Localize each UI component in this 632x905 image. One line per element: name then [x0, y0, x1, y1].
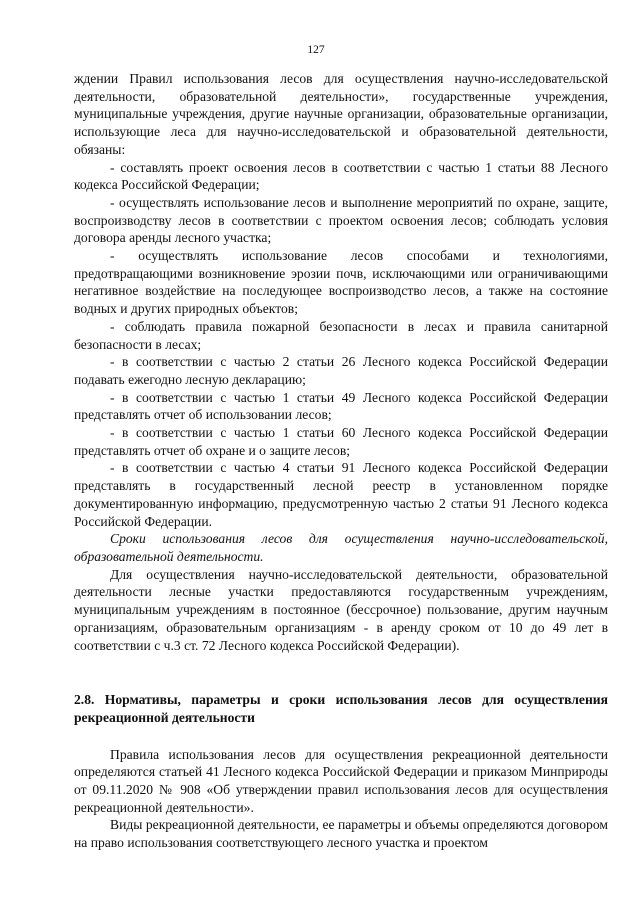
document-body	[74, 70, 608, 852]
list-item: - в соответствии с частью 1 статьи 60 Лесного кодекса Российской Федерации представлять отчет об охране и о защите лесов;	[74, 425, 608, 458]
list-item: - в соответствии с частью 4 статьи 91 Лесного кодекса Российской Федерации представлять в государственный лесной реестр в установленном порядке документированную информацию, предусмотренную частью 2 статьи 91 Лесного кодекса Российской Федерации.	[74, 460, 608, 529]
paragraph: Виды рекреационной деятельности, ее параметры и объемы определяются договором на право использования соответствующего лесного участка и проектом	[74, 817, 608, 851]
page-number: 127	[307, 44, 325, 56]
list-item: - осуществлять использование лесов способами и технологиями, предотвращающими возникновение эрозии почв, исключающими или ограничивающими негативное воздействие на последующее воспроизводство лесов, а также на состояние водных и других природных объектов;	[74, 248, 608, 317]
italic-subheading: Сроки использования лесов для осуществления научно-исследовательской, образовательной деятельности.	[74, 531, 608, 564]
paragraph: Правила использования лесов для осуществления рекреационной деятельности определяются статьей 41 Лесного кодекса Российской Федерации и приказом Минприроды от 09.11.2020 № 908 «Об утверждении правил использования лесов для осуществления рекреационной деятельности».	[74, 746, 608, 815]
heading-spacer	[74, 727, 608, 746]
list-item: - в соответствии с частью 2 статьи 26 Лесного кодекса Российской Федерации подавать ежегодно лесную декларацию;	[74, 354, 608, 387]
list-item: - составлять проект освоения лесов в соответствии с частью 1 статьи 88 Лесного кодекса Российской Федерации;	[74, 159, 608, 193]
paragraph: Для осуществления научно-исследовательской деятельности, образовательной деятельности лесные участки предоставляются государственным учреждениям, муниципальным учреждениям в постоянное (бессрочное) пользование, другим научным организациям, образовательным организациям - в аренду сроком от 10 до 49 лет в соответствии с ч.3 ст. 72 Лесного кодекса Российской Федерации).	[74, 566, 608, 653]
paragraph: ждении Правил использования лесов для осуществления научно-исследовательской деятельности, образовательной деятельности», государственные учреждения, муниципальные учреждения, другие научные организации, образовательные организации, использующие леса для научно-исследовательской и образовательной деятельности, обязаны:	[74, 71, 608, 157]
list-item: - в соответствии с частью 1 статьи 49 Лесного кодекса Российской Федерации представлять отчет об использовании лесов;	[74, 389, 608, 423]
list-item: - осуществлять использование лесов и выполнение мероприятий по охране, защите, воспроизводству лесов в соответствии с проектом освоения лесов; соблюдать условия договора аренды лесного участка;	[74, 194, 608, 246]
section-heading: 2.8. Нормативы, параметры и сроки использования лесов для осуществления рекреационной деятельности	[74, 692, 608, 725]
section-spacer	[74, 654, 608, 691]
list-item: - соблюдать правила пожарной безопасности в лесах и правила санитарной безопасности в лесах;	[74, 318, 608, 352]
